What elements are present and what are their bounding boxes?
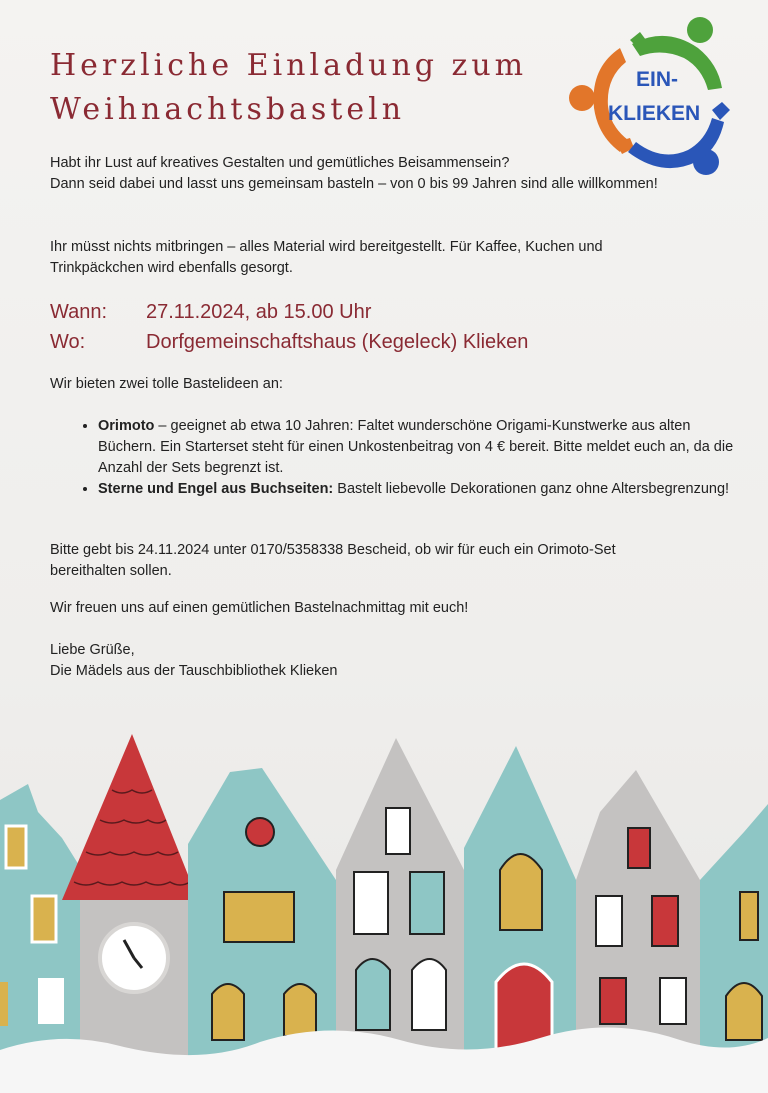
material-paragraph: Ihr müsst nichts mitbringen – alles Material wird bereitgestellt. Für Kaffee, Kuchen und Trinkpäckchen wird ebenfalls gesorgt. bbox=[50, 239, 603, 276]
when-label: Wann: bbox=[50, 301, 108, 323]
when-row bbox=[50, 298, 371, 326]
sign-off bbox=[50, 640, 690, 682]
rsvp-paragraph: Bitte gebt bis 24.11.2024 unter 0170/5358338 Bescheid, ob wir für euch ein Orimoto-Set bereithalten sollen. bbox=[50, 542, 616, 579]
when-value: 27.11.2024, ab 15.00 Uhr bbox=[146, 301, 372, 323]
offer-item-orimoto bbox=[98, 416, 738, 479]
offer-text: Bastelt liebevolle Dekorationen ganz ohne Altersbegrenzung! bbox=[333, 481, 730, 497]
offer-text: – geeignet ab etwa 10 Jahren: Faltet wunderschöne Origami-Kunstwerke aus alten Büchern. Ein Starterset steht für einen Unkostenbeitrag von 4 € bereit. Bitte meldet euch an, da die Anzahl der Sets begrenzt ist. bbox=[98, 418, 734, 476]
intro-line-2: Dann seid dabei und lasst uns gemeinsam basteln – von 0 bis 99 Jahren sind alle willkommen! bbox=[50, 176, 658, 192]
title-line-2: Weihnachtsbasteln bbox=[50, 92, 406, 127]
intro-paragraph bbox=[50, 153, 690, 195]
offer-name: Orimoto bbox=[98, 418, 155, 434]
signature: Die Mädels aus der Tauschbibliothek Klieken bbox=[50, 663, 338, 679]
houses-illustration bbox=[0, 720, 768, 1093]
closing-paragraph: Wir freuen uns auf einen gemütlichen Bastelnachmittag mit euch! bbox=[50, 600, 469, 616]
intro-line-1: Habt ihr Lust auf kreatives Gestalten und gemütliches Beisammensein? bbox=[50, 155, 510, 171]
offer-item-stars bbox=[98, 479, 738, 500]
logo-text-line-1: EIN- bbox=[636, 68, 678, 91]
offer-intro: Wir bieten zwei tolle Bastelideen an: bbox=[50, 376, 283, 392]
invitation-title bbox=[50, 44, 527, 132]
offer-name: Sterne und Engel aus Buchseiten: bbox=[98, 481, 334, 497]
offer-list bbox=[50, 416, 738, 500]
where-row bbox=[50, 328, 528, 356]
greeting: Liebe Grüße, bbox=[50, 642, 135, 658]
where-label: Wo: bbox=[50, 331, 86, 353]
title-line-1: Herzliche Einladung zum bbox=[50, 48, 528, 83]
logo-text-line-2: KLIEKEN bbox=[608, 102, 701, 125]
where-value: Dorfgemeinschaftshaus (Kegeleck) Klieken bbox=[146, 331, 529, 353]
